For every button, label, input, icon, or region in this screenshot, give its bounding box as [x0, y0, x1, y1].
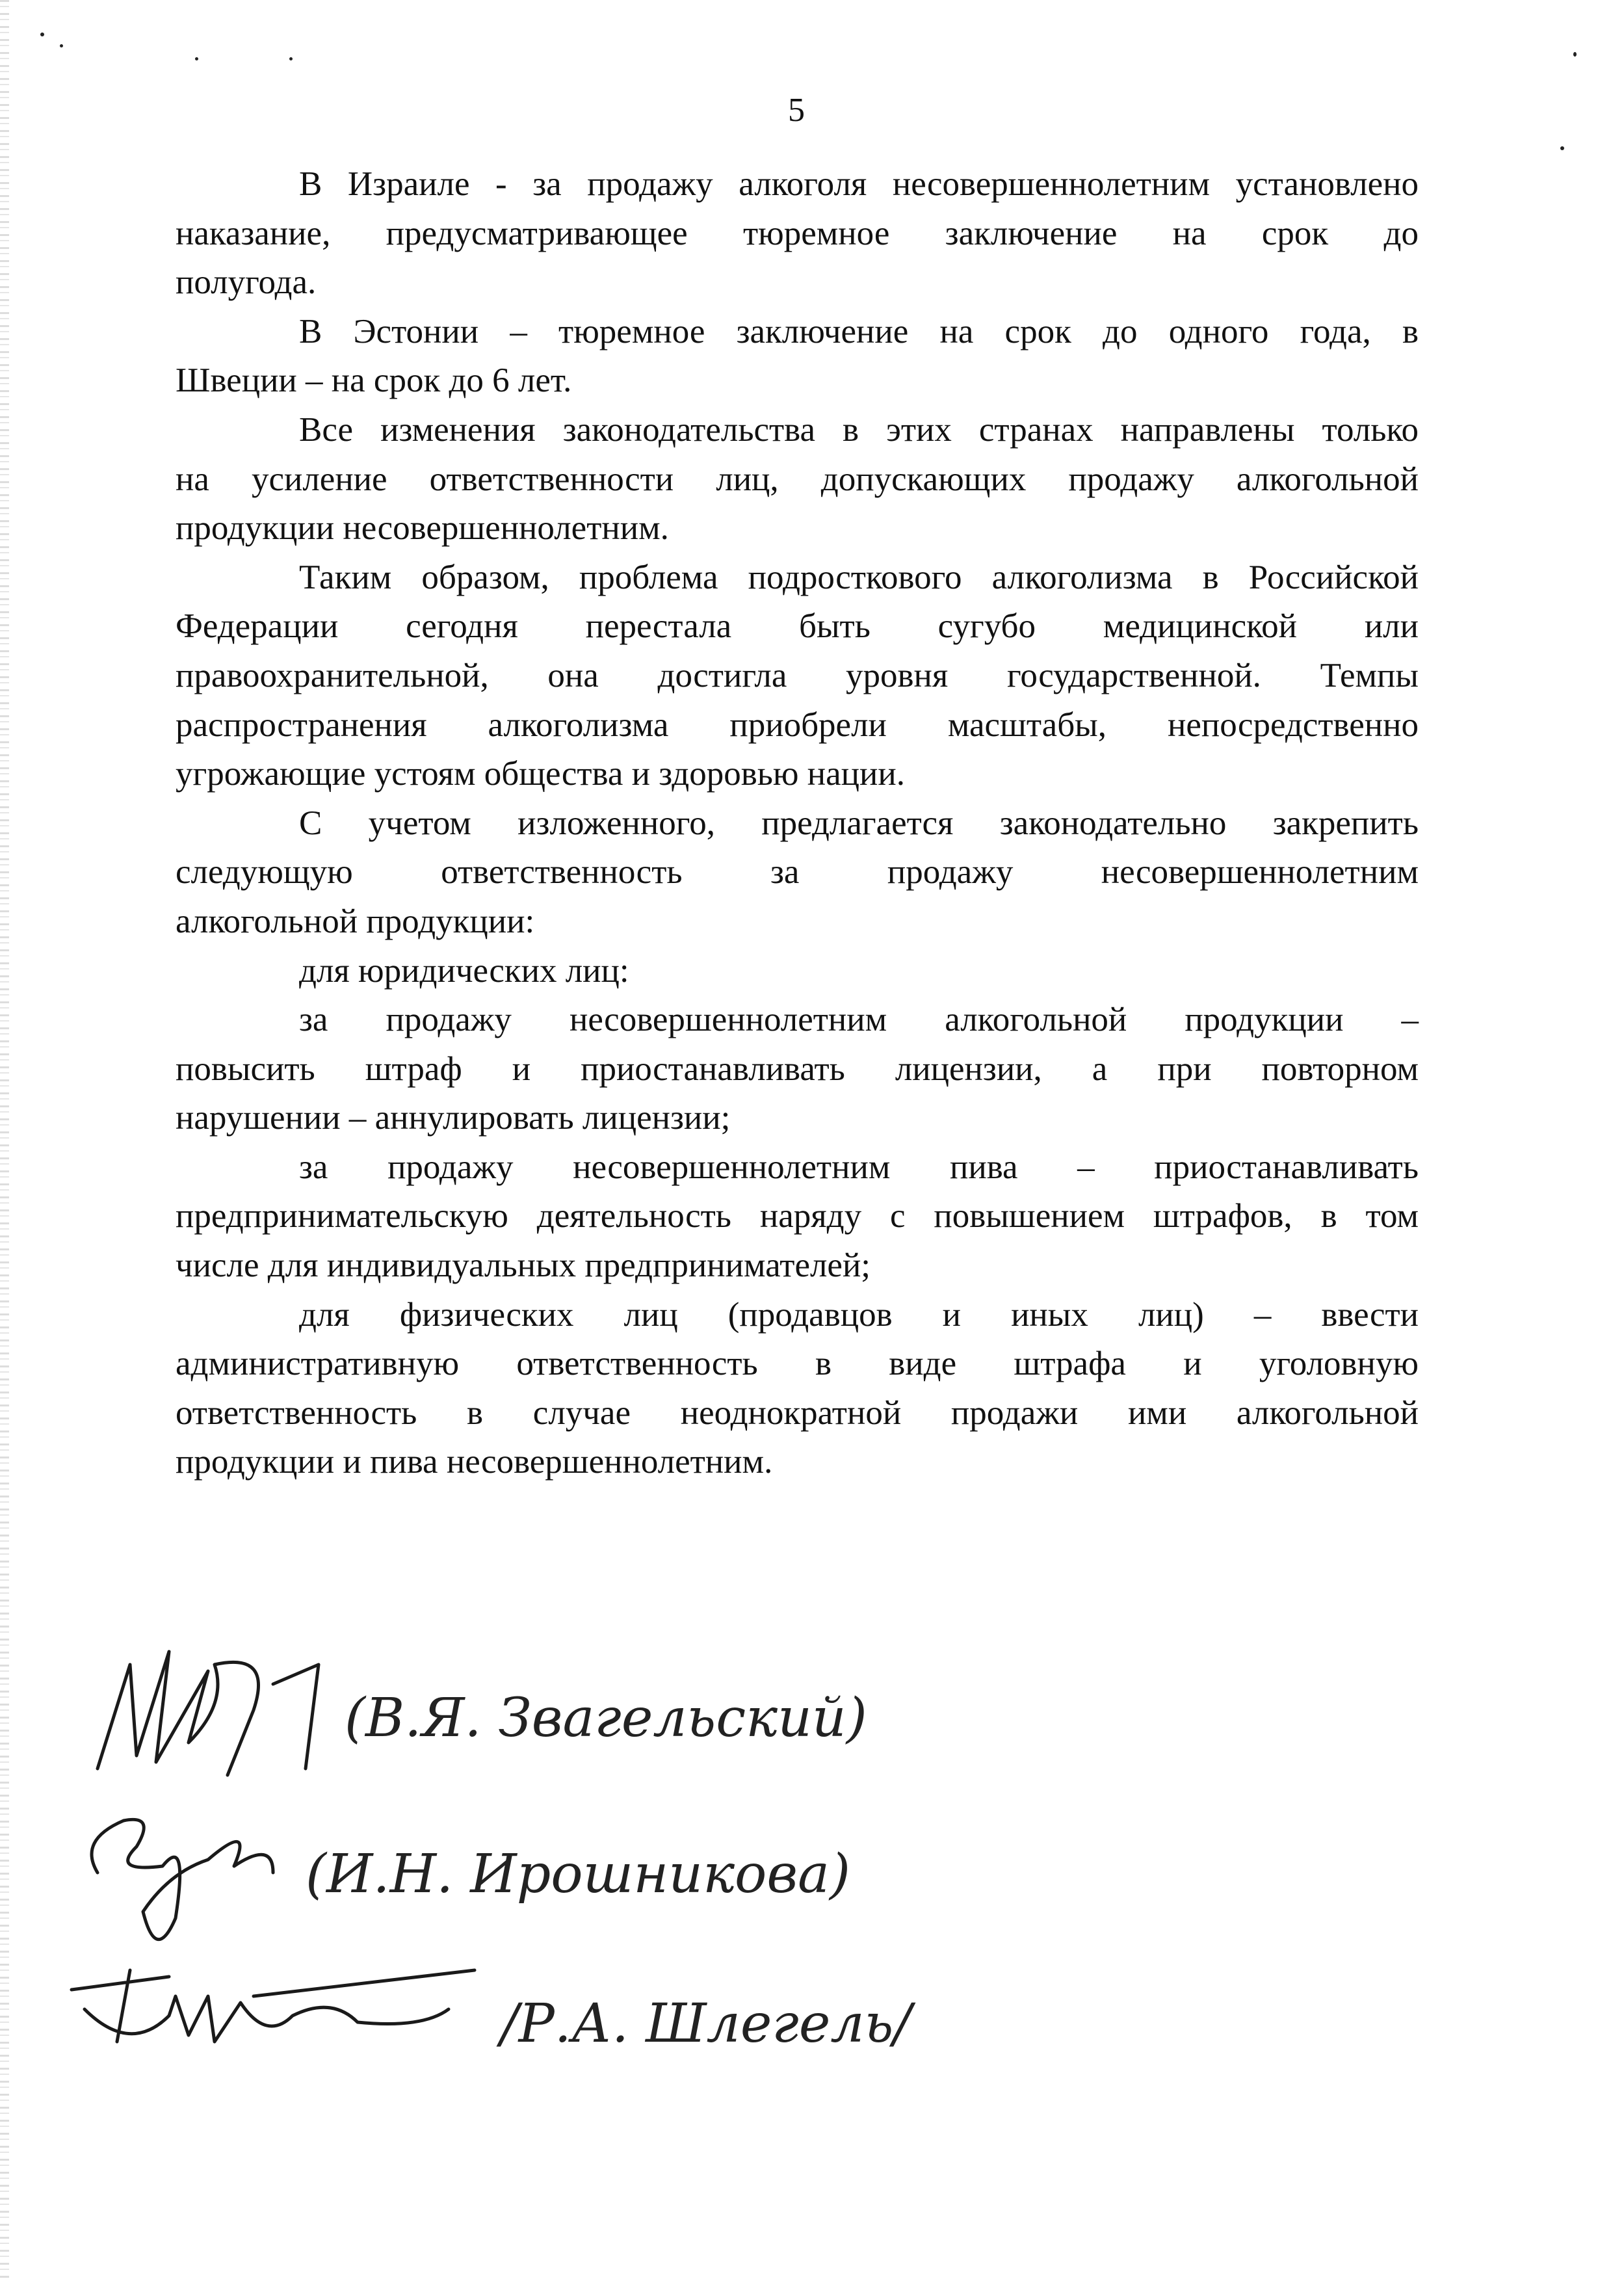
text-line: административную ответственность в виде штрафа и уголовную [176, 1345, 1419, 1383]
scan-speck [60, 44, 63, 47]
text-line: за продажу несовершеннолетним пива – приостанавливать [299, 1148, 1419, 1186]
text-line: Все изменения законодательства в этих странах направлены только [299, 410, 1419, 449]
text-line: правоохранительной, она достигла уровня государственной. Темпы [176, 656, 1419, 694]
paragraph [176, 406, 1419, 553]
text-line: В Израиле - за продажу алкоголя несовершеннолетним установлено [299, 165, 1419, 203]
text-line: полугода. [176, 263, 317, 302]
text-line: числе для индивидуальных предпринимателей; [176, 1246, 871, 1285]
text-line: Швеции – на срок до 6 лет. [176, 362, 572, 400]
scan-speck [1573, 52, 1577, 57]
paragraph [176, 308, 1419, 406]
scan-speck [289, 57, 293, 60]
text-line: на усиление ответственности лиц, допускающих продажу алкогольной [176, 460, 1419, 498]
text-line: алкогольной продукции: [176, 902, 535, 940]
text-line: нарушении – аннулировать лицензии; [176, 1099, 731, 1137]
text-line: за продажу несовершеннолетним алкогольной продукции – [299, 1001, 1419, 1039]
scan-speck [1560, 146, 1564, 150]
signatures [59, 1626, 1034, 2094]
paragraph [176, 1143, 1419, 1291]
text-line: продукции и пива несовершеннолетним. [176, 1443, 773, 1481]
paragraph [176, 799, 1419, 947]
text-line: для юридических лиц: [299, 951, 629, 990]
scan-speck [195, 57, 198, 60]
document-body [176, 160, 1419, 1487]
paragraph [176, 995, 1419, 1143]
scan-speck [40, 33, 44, 36]
scan-edge [0, 0, 9, 2281]
paragraph [176, 160, 1419, 308]
text-line: угрожающие устоям общества и здоровью нации. [176, 755, 905, 793]
text-line: повысить штраф и приостанавливать лицензии, а при повторном [176, 1049, 1419, 1088]
signature-2-name: (И.Н. Ирошникова) [306, 1843, 851, 1905]
text-line: В Эстонии – тюремное заключение на срок до одного года, в [299, 312, 1419, 350]
text-line: продукции несовершеннолетним. [176, 509, 669, 547]
text-line: С учетом изложенного, предлагается законодательно закрепить [299, 804, 1419, 842]
text-line: предпринимательскую деятельность наряду с повышением штрафов, в том [176, 1197, 1419, 1235]
text-line: наказание, предусматривающее тюремное заключение на срок до [176, 214, 1419, 252]
signature-3-name: /Р.А. Шлегель/ [501, 1993, 911, 2055]
signature-1-scribble [98, 1652, 319, 1775]
paragraph [176, 947, 1419, 996]
signature-2-scribble [92, 1819, 273, 1939]
signature-1-name: (В.Я. Звагельский) [345, 1687, 867, 1749]
paragraph [176, 553, 1419, 799]
signature-3-scribble [72, 1970, 475, 2042]
paragraph [176, 1291, 1419, 1487]
page-number: 5 [788, 92, 805, 129]
text-line: следующую ответственность за продажу несовершеннолетним [176, 853, 1419, 891]
text-line: Таким образом, проблема подросткового алкоголизма в Российской [299, 558, 1419, 596]
text-line: для физических лиц (продавцов и иных лиц) – ввести [299, 1295, 1419, 1334]
text-line: распространения алкоголизма приобрели масштабы, непосредственно [176, 705, 1419, 744]
text-line: Федерации сегодня перестала быть сугубо медицинской или [176, 607, 1419, 646]
text-line: ответственность в случае неоднократной продажи ими алкогольной [176, 1393, 1419, 1432]
